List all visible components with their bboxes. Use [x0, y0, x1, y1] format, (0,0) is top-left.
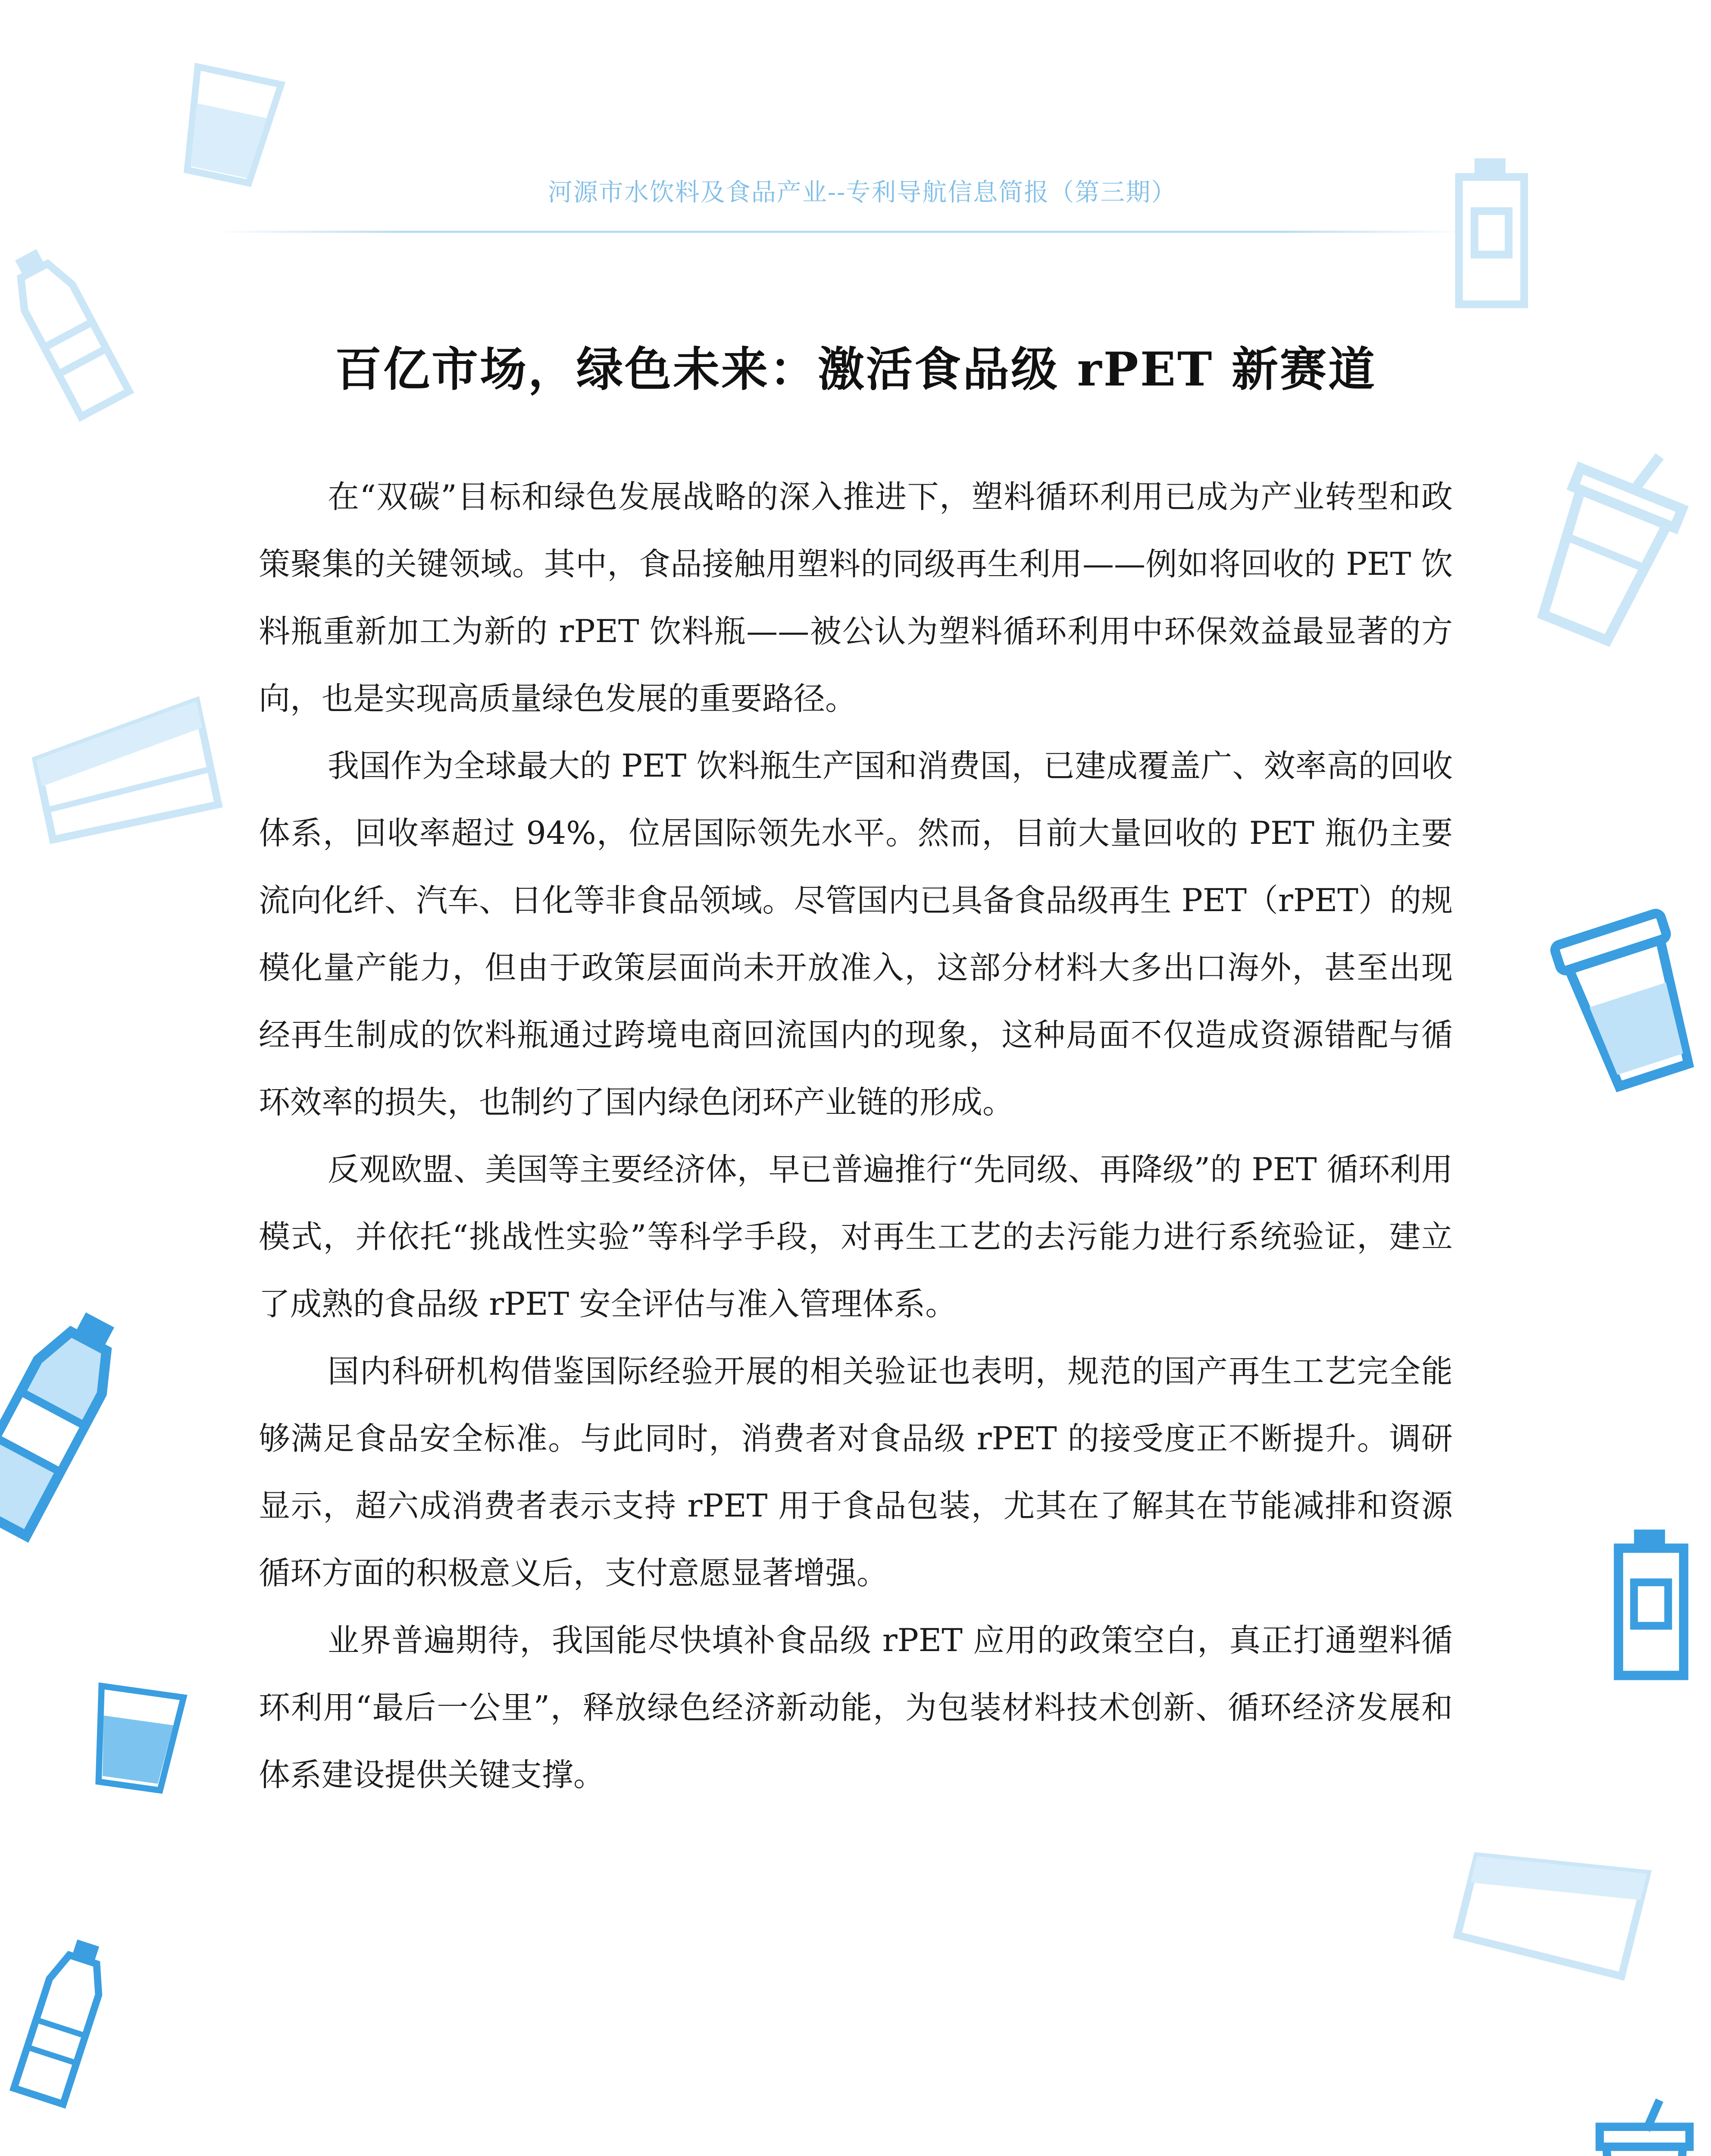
cup-with-straw-icon — [1506, 420, 1711, 661]
cake-icon — [1448, 1821, 1655, 1991]
small-bottle-icon — [0, 1926, 132, 2118]
detergent-bottle-icon — [1595, 1526, 1707, 1682]
tumbler-icon — [1586, 2091, 1703, 2156]
paragraph: 业界普遍期待，我国能尽快填补食品级 rPET 应用的政策空白，真正打通塑料循环利用“最后一公里”，释放绿色经济新动能，为包装材料技术创新、循环经济发展和体系建设提供关键支撑。 — [259, 1622, 1453, 1793]
water-glass-icon — [76, 1675, 195, 1805]
paragraph: 在“双碳”目标和绿色发展战略的深入推进下，塑料循环利用已成为产业转型和政策聚集的关键领域。其中，食品接触用塑料的同级再生利用——例如将回收的 PET 饮料瓶重新加工为新的 rPET 饮料瓶——被公认为塑料循环利用中环保效益最显著的方向，也是实现高质量绿色发展的重要路径。 — [259, 479, 1453, 717]
article-title: 百亿市场，绿色未来：激活食品级 rPET 新赛道 — [335, 342, 1376, 397]
running-header — [194, 172, 1530, 208]
water-bottle-icon — [0, 1283, 165, 1563]
cup-icon — [1537, 897, 1711, 1103]
header-divider — [216, 231, 1466, 233]
header-text: 河源市水饮料及食品产业--专利导航信息简报（第三期） — [547, 178, 1177, 207]
paragraph: 反观欧盟、美国等主要经济体，早已普遍推行“先同级、再降级”的 PET 循环利用模式，并依托“挑战性实验”等科学手段，对再生工艺的去污能力进行系统验证，建立了成熟的食品级 rPET 安全评估与准入管理体系。 — [259, 1151, 1453, 1322]
paragraph: 我国作为全球最大的 PET 饮料瓶生产国和消费国，已建成覆盖广、效率高的回收体系，回收率超过 94%，位居国际领先水平。然而，目前大量回收的 PET 瓶仍主要流向化纤、汽车、日化等非食品领域。尽管国内已具备食品级再生 PET（rPET）的规模化量产能力，但由于政策层面尚未开放准入，这部分材料大多出口海外，甚至出现经再生制成的饮料瓶通过跨境电商回流国内的现象，这种局面不仅造成资源错配与循环效率的损失，也制约了国内绿色闭环产业链的形成。 — [259, 748, 1453, 1121]
cake-slice-icon — [23, 690, 227, 854]
bottle-icon — [0, 229, 153, 436]
article-body — [259, 464, 1453, 1809]
paragraph: 国内科研机构借鉴国际经验开展的相关验证也表明，规范的国产再生工艺完全能够满足食品安全标准。与此同时，消费者对食品级 rPET 的接受度正不断提升。调研显示，超六成消费者表示支持 rPET 用于食品包装，尤其在了解其在节能减排和资源循环方面的积极意义后，支付意愿显著增强。 — [259, 1353, 1453, 1592]
